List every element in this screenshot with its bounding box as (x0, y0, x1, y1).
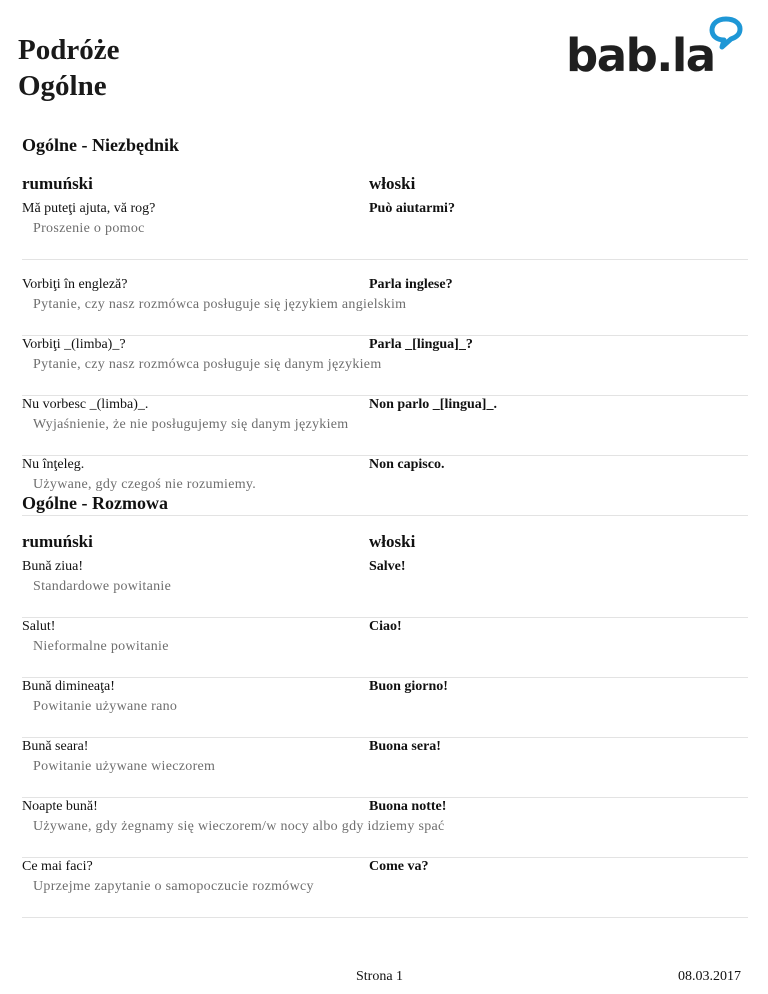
phrase-description: Proszenie o pomoc (33, 221, 145, 236)
column-target-header: włoski (369, 532, 416, 551)
section-heading: Ogólne - Rozmowa (22, 493, 168, 513)
section-essentials (22, 134, 748, 516)
phrase-target: Non capisco. (369, 457, 445, 472)
page-title (18, 32, 119, 104)
column-target-header: włoski (369, 174, 416, 193)
phrase-description: Standardowe powitanie (33, 579, 172, 594)
phrase-source: Nu înţeleg. (22, 457, 85, 472)
phrase-description: Pytanie, czy nasz rozmówca posługuje się danym językiem (33, 357, 382, 372)
phrase-source: Salut! (22, 619, 56, 634)
phrase-description: Nieformalne powitanie (33, 639, 169, 654)
column-source-header: rumuński (22, 532, 93, 551)
phrase-row (22, 558, 748, 618)
section-conversation (22, 492, 748, 918)
phrase-row (22, 858, 748, 918)
phrase-source: Nu vorbesc _(limba)_. (22, 397, 149, 412)
phrase-row (22, 276, 748, 336)
phrase-source: Ce mai faci? (22, 859, 93, 874)
babla-logo (566, 16, 752, 80)
phrase-target: Parla _[lingua]_? (369, 337, 473, 352)
phrase-target: Buona sera! (369, 739, 441, 754)
phrase-target: Buon giorno! (369, 679, 448, 694)
phrase-row (22, 396, 748, 456)
phrase-row (22, 798, 748, 858)
column-headers (22, 531, 748, 553)
phrase-target: Salve! (369, 559, 406, 574)
logo-text: bab.la (566, 29, 715, 82)
phrase-source: Vorbiţi în engleză? (22, 277, 128, 292)
phrase-target: Buona notte! (369, 799, 447, 814)
phrase-target: Può aiutarmi? (369, 201, 455, 216)
phrase-target: Non parlo _[lingua]_. (369, 397, 497, 412)
page-number: Strona 1 (356, 969, 404, 984)
phrase-row (22, 618, 748, 678)
document-date: 08.03.2017 (678, 969, 741, 984)
phrase-description: Wyjaśnienie, że nie posługujemy się danym językiem (33, 417, 349, 432)
phrase-description: Używane, gdy żegnamy się wieczorem/w nocy albo gdy idziemy spać (33, 819, 445, 834)
phrase-description: Pytanie, czy nasz rozmówca posługuje się językiem angielskim (33, 297, 407, 312)
phrase-source: Vorbiţi _(limba)_? (22, 337, 126, 352)
page-title-line-2: Ogólne (18, 70, 107, 102)
phrase-source: Bună dimineaţa! (22, 679, 115, 694)
phrase-target: Come va? (369, 859, 429, 874)
phrase-source: Bună seara! (22, 739, 89, 754)
phrase-source: Mă puteţi ajuta, vă rog? (22, 201, 156, 216)
page-title-line-1: Podróże (18, 34, 120, 66)
phrase-description: Używane, gdy czegoś nie rozumiemy. (33, 477, 257, 492)
phrase-row (22, 200, 748, 260)
speech-bubble-icon (708, 16, 744, 50)
column-headers (22, 173, 748, 195)
phrase-description: Powitanie używane rano (33, 699, 178, 714)
phrase-row (22, 678, 748, 738)
phrase-source: Bună ziua! (22, 559, 84, 574)
section-heading: Ogólne - Niezbędnik (22, 135, 180, 155)
column-source-header: rumuński (22, 174, 93, 193)
phrase-description: Uprzejme zapytanie o samopoczucie rozmówcy (33, 879, 314, 894)
phrase-description: Powitanie używane wieczorem (33, 759, 216, 774)
phrase-target: Ciao! (369, 619, 402, 634)
phrase-target: Parla inglese? (369, 277, 453, 292)
phrase-source: Noapte bună! (22, 799, 98, 814)
phrase-row (22, 738, 748, 798)
phrase-row (22, 336, 748, 396)
